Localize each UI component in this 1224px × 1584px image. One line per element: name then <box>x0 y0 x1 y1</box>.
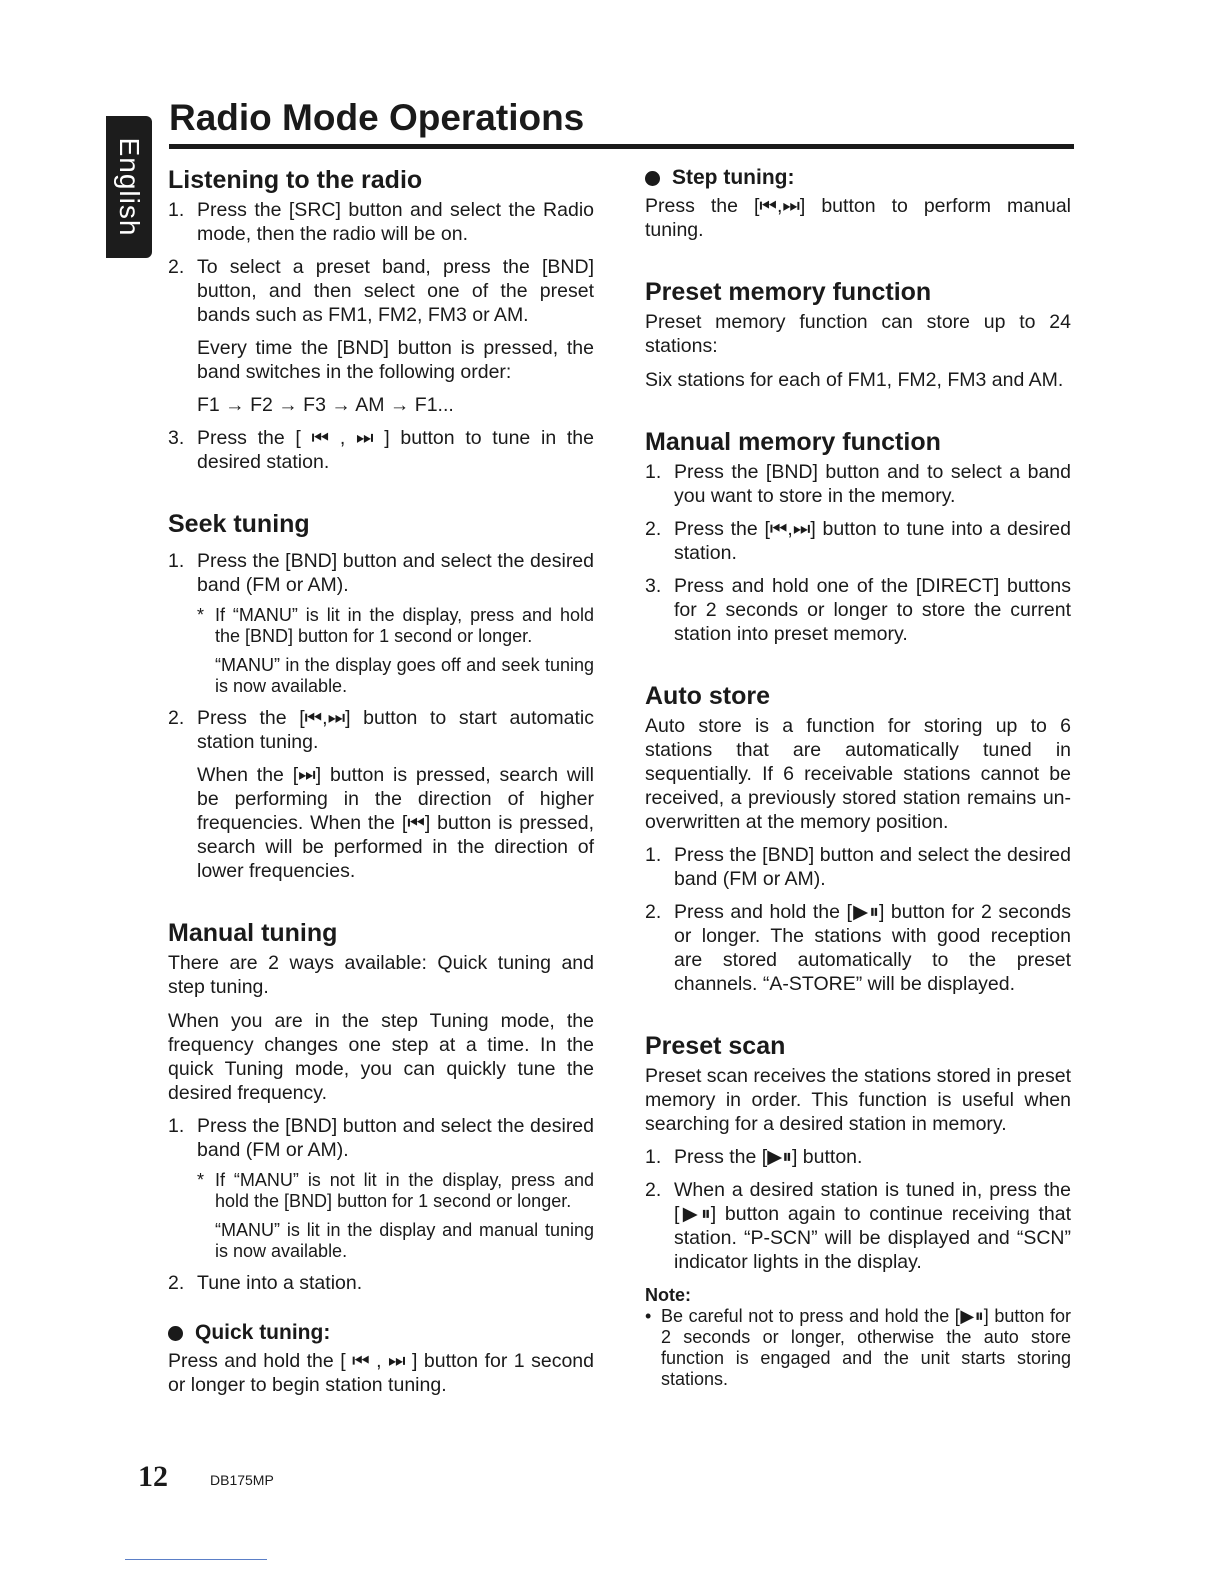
note-text: If “MANU” is lit in the display, press and hold the [BND] button for 1 second or longer. <box>215 605 594 646</box>
list-number: 1. <box>168 550 185 572</box>
page-title: Radio Mode Operations <box>169 97 585 138</box>
paragraph: Six stations for each of FM1, FM2, FM3 and AM. <box>645 369 1064 391</box>
list-text: Press the [▶⏸] button. <box>674 1146 863 1168</box>
subsection-title: Step tuning: <box>672 166 795 189</box>
list-item <box>645 517 1071 565</box>
left-column <box>168 164 594 1397</box>
paragraph: Auto store is a function for storing up to 6 stations that are automatically tuned in sequentially. If 6 receivable stations cannot be received, a previously stored station remains un-overwritten at the memory position. <box>645 715 1071 833</box>
note-text: “MANU” in the display goes off and seek tuning is now available. <box>215 655 594 696</box>
list-item <box>168 549 594 697</box>
section-heading: Manual tuning <box>168 919 338 947</box>
section-manual-tuning <box>168 917 594 1397</box>
note-title: Note: <box>645 1285 691 1305</box>
section-preset-scan <box>645 1030 1071 1390</box>
note-bullet: • <box>645 1306 652 1326</box>
section-heading: Seek tuning <box>168 510 310 538</box>
list-text: Tune into a station. <box>197 1272 363 1294</box>
section-step-tuning <box>645 164 1071 242</box>
language-tab <box>106 116 152 258</box>
list-item <box>168 1114 594 1262</box>
list-item <box>168 198 594 246</box>
list-subtext: When the [⏭] button is pressed, search will be performing in the direction of higher frequencies. When the [⏮] button is pressed, search will be performed in the direction of lower frequencies. <box>197 764 594 882</box>
list-number: 2. <box>168 256 185 278</box>
subsection-title: Quick tuning: <box>195 1321 331 1344</box>
note-text: Be careful not to press and hold the [▶⏸] button for 2 seconds or longer, otherwise the auto store function is engaged and the unit starts storing stations. <box>661 1306 1071 1389</box>
bullet-dot-icon <box>168 1326 183 1341</box>
list-item <box>645 460 1071 508</box>
list-text: Press and hold one of the [DIRECT] buttons for 2 seconds or longer to store the current station into preset memory. <box>674 575 1071 645</box>
footer-line <box>125 1559 267 1560</box>
section-auto-store <box>645 680 1071 996</box>
list-item <box>645 1178 1071 1274</box>
paragraph: Preset scan receives the stations stored in preset memory in order. This function is useful when searching for a desired station in memory. <box>645 1065 1071 1135</box>
subsection-heading <box>168 1319 594 1347</box>
paragraph: Press the [⏮,⏭] button to perform manual tuning. <box>645 195 1071 241</box>
list-number: 2. <box>168 1272 185 1294</box>
list-text: Press the [⏮,⏭] button to start automatic station tuning. <box>197 707 594 753</box>
list-text: Press the [BND] button and select the desired band (FM or AM). <box>197 550 594 596</box>
note-text: “MANU” is lit in the display and manual tuning is now available. <box>215 1220 594 1261</box>
list-item <box>645 574 1071 646</box>
list-item <box>645 843 1071 891</box>
list-item <box>168 255 594 417</box>
list-number: 1. <box>168 199 185 221</box>
list-item <box>645 1145 1071 1169</box>
language-tab-label: English <box>114 137 145 237</box>
list-number: 1. <box>645 1146 662 1168</box>
note-text: If “MANU” is not lit in the display, press and hold the [BND] button for 1 second or longer. <box>215 1170 594 1211</box>
list-text: When a desired station is tuned in, press the [▶⏸] button again to continue receiving that station. “P-SCN” will be displayed and “SCN” indicator lights in the display. <box>674 1179 1071 1273</box>
note-item <box>645 1306 1071 1390</box>
section-preset-memory <box>645 276 1071 392</box>
page-number: 12 <box>138 1460 168 1493</box>
section-seek-tuning <box>168 508 594 883</box>
list-number: 1. <box>168 1115 185 1137</box>
list-text: Press and hold the [▶⏸] button for 2 seconds or longer. The stations with good reception are stored automatically to the preset channels. “A-STORE” will be displayed. <box>674 901 1071 995</box>
section-heading: Preset scan <box>645 1032 786 1060</box>
list-text: Press the [BND] button and select the desired band (FM or AM). <box>674 844 1071 890</box>
note-continued <box>197 1220 594 1262</box>
note-star: * <box>197 1170 205 1190</box>
list-number: 2. <box>645 1179 662 1201</box>
subsection-heading <box>645 164 1071 192</box>
note-continued <box>197 655 594 697</box>
right-column <box>645 164 1071 1390</box>
model-number: DB175MP <box>210 1472 274 1488</box>
list-number: 2. <box>645 901 662 923</box>
list-subtext: Every time the [BND] button is pressed, the band switches in the following order: <box>197 337 594 383</box>
section-listening <box>168 164 594 474</box>
section-heading: Listening to the radio <box>168 166 423 194</box>
paragraph: When you are in the step Tuning mode, the frequency changes one step at a time. In the quick Tuning mode, you can quickly tune the desired frequency. <box>168 1010 594 1104</box>
list-item <box>645 900 1071 996</box>
list-item <box>168 706 594 883</box>
list-number: 2. <box>168 707 185 729</box>
list-text: Press the [BND] button and to select a band you want to store in the memory. <box>674 461 1071 507</box>
list-number: 1. <box>645 461 662 483</box>
list-item <box>168 1271 594 1295</box>
bullet-dot-icon <box>645 171 660 186</box>
note <box>197 605 594 647</box>
section-manual-memory <box>645 426 1071 646</box>
list-number: 2. <box>645 518 662 540</box>
section-heading: Auto store <box>645 682 770 710</box>
list-text: Press the [ ⏮ , ⏭ ] button to tune in the desired station. <box>197 427 594 473</box>
band-order: F1 → F2 → F3 → AM → F1... <box>197 394 454 416</box>
note-star: * <box>197 605 205 625</box>
title-rule <box>169 144 1074 149</box>
list-item <box>168 426 594 474</box>
paragraph: Preset memory function can store up to 24 stations: <box>645 311 1071 357</box>
list-number: 3. <box>168 427 185 449</box>
list-number: 3. <box>645 575 662 597</box>
note <box>197 1170 594 1212</box>
paragraph: Press and hold the [ ⏮ , ⏭ ] button for 1 second or longer to begin station tuning. <box>168 1350 594 1396</box>
paragraph: There are 2 ways available: Quick tuning and step tuning. <box>168 952 594 998</box>
list-text: Press the [⏮,⏭] button to tune into a desired station. <box>674 518 1071 564</box>
list-text: Press the [BND] button and select the desired band (FM or AM). <box>197 1115 594 1161</box>
list-text: To select a preset band, press the [BND] button, and then select one of the preset bands such as FM1, FM2, FM3 or AM. <box>197 256 594 326</box>
section-heading: Preset memory function <box>645 278 932 306</box>
list-text: Press the [SRC] button and select the Radio mode, then the radio will be on. <box>197 199 594 245</box>
list-number: 1. <box>645 844 662 866</box>
section-heading: Manual memory function <box>645 428 941 456</box>
